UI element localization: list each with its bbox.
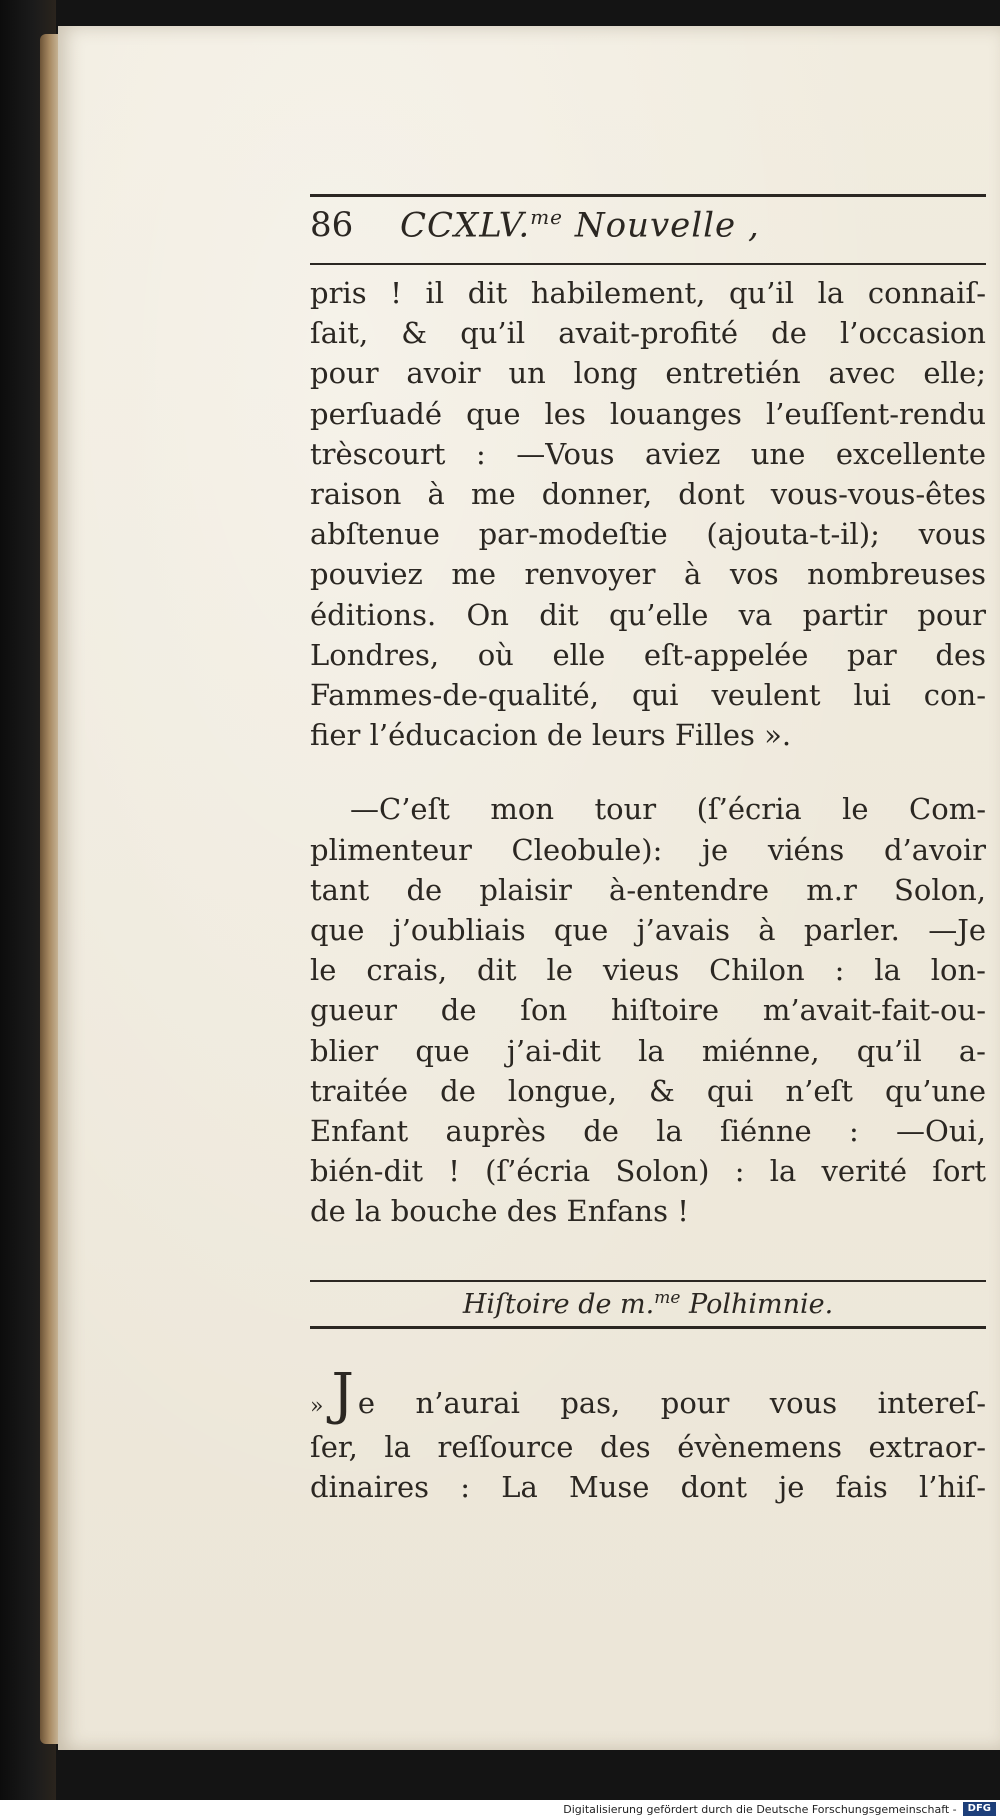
text-line: traitée de longue, & qui n’eſt qu’une: [310, 1073, 986, 1108]
text-line: bién-dit ! (ſ’écria Solon) : la verité ſort: [310, 1154, 986, 1189]
text-line: le crais, dit le vieus Chilon : la lon-: [310, 953, 986, 988]
text-line: raison à me donner, dont vous-vous-êtes: [310, 477, 986, 512]
text-line: de la bouche des Enfans !: [310, 1194, 689, 1229]
text-line: perſuadé que les louanges l’euſſent-rendu: [310, 396, 986, 431]
paragraph-2: [310, 789, 986, 1231]
section-heading: [310, 1280, 986, 1329]
text-line: Londres, où elle eſt-appelée par des: [310, 637, 986, 672]
text-line: pouviez me renvoyer à vos nombreuses: [310, 557, 986, 592]
text-line: —C’eſt mon tour (ſ’écria le Com-: [350, 792, 986, 827]
text-line: trèscourt : —Vous aviez une excellente: [310, 436, 986, 471]
section-title-sup: me: [654, 1287, 681, 1308]
running-title: [400, 205, 760, 245]
closing-lines: [310, 1427, 986, 1507]
text-line: blier que j’ai-dit la miénne, qu’il a-: [310, 1033, 986, 1068]
drop-cap: J: [331, 1361, 354, 1427]
text-line: ſait, & qu’il avait-profité de l’occasion: [310, 316, 986, 351]
text-line: pour avoir un long entretién avec elle;: [310, 356, 986, 391]
text-line: tant de plaisir à-entendre m.r Solon,: [310, 872, 986, 907]
section-title-rest: Polhimnie.: [680, 1288, 834, 1320]
header-bottom-rule: [310, 263, 986, 265]
closing-first-line-text: e n’aurai pas, pour vous intereſ-: [357, 1385, 986, 1420]
text-line: abſtenue par-modeſtie (ajouta-t-il); vous: [310, 517, 986, 552]
text-line: ſer, la reſſource des évènemens extraor-: [310, 1429, 986, 1464]
running-title-rest: Nouvelle ,: [574, 205, 760, 246]
text-line: que j’oubliais que j’avais à parler. —Je: [310, 913, 986, 948]
running-header: [310, 205, 986, 257]
section-title: [310, 1282, 986, 1326]
text-line: gueur de ſon hiſtoire m’avait-fait-ou-: [310, 993, 986, 1028]
digitization-credit: Digitalisierung gefördert durch die Deutsche Forschungsgemeinschaft -: [563, 1802, 957, 1816]
dfg-logo: DFG: [963, 1802, 996, 1816]
text-line: pris ! il dit habilement, qu’il la connaiſ-: [310, 276, 986, 310]
paragraph-1: [310, 273, 986, 755]
text-line: éditions. On dit qu’elle va partir pour: [310, 597, 986, 632]
closing-first-line: [310, 1361, 986, 1427]
closing-paragraph: [310, 1361, 986, 1508]
header-top-rule: [310, 194, 986, 197]
quote-mark: »: [310, 1393, 324, 1419]
text-line: Enfant auprès de la ſiénne : —Oui,: [310, 1114, 986, 1149]
text-block: [310, 194, 986, 1507]
subtitle-bottom-rule: [310, 1326, 986, 1329]
book-page: [58, 26, 1000, 1750]
text-line: plimenteur Cleobule): je viéns d’avoir: [310, 832, 986, 867]
running-title-sup: me: [530, 205, 564, 229]
page-number: 86: [310, 205, 354, 246]
digitization-footer: [0, 1800, 1000, 1818]
running-title-main: CCXLV.: [400, 205, 531, 246]
paragraph-gap: [310, 755, 986, 789]
text-line: Fammes-de-qualité, qui veulent lui con-: [310, 678, 986, 713]
text-line: fier l’éducacion de leurs Filles ».: [310, 718, 792, 753]
text-line: dinaires : La Muse dont je fais l’hiſ-: [310, 1470, 986, 1505]
section-title-main: Hiſtoire de m.: [462, 1288, 655, 1320]
